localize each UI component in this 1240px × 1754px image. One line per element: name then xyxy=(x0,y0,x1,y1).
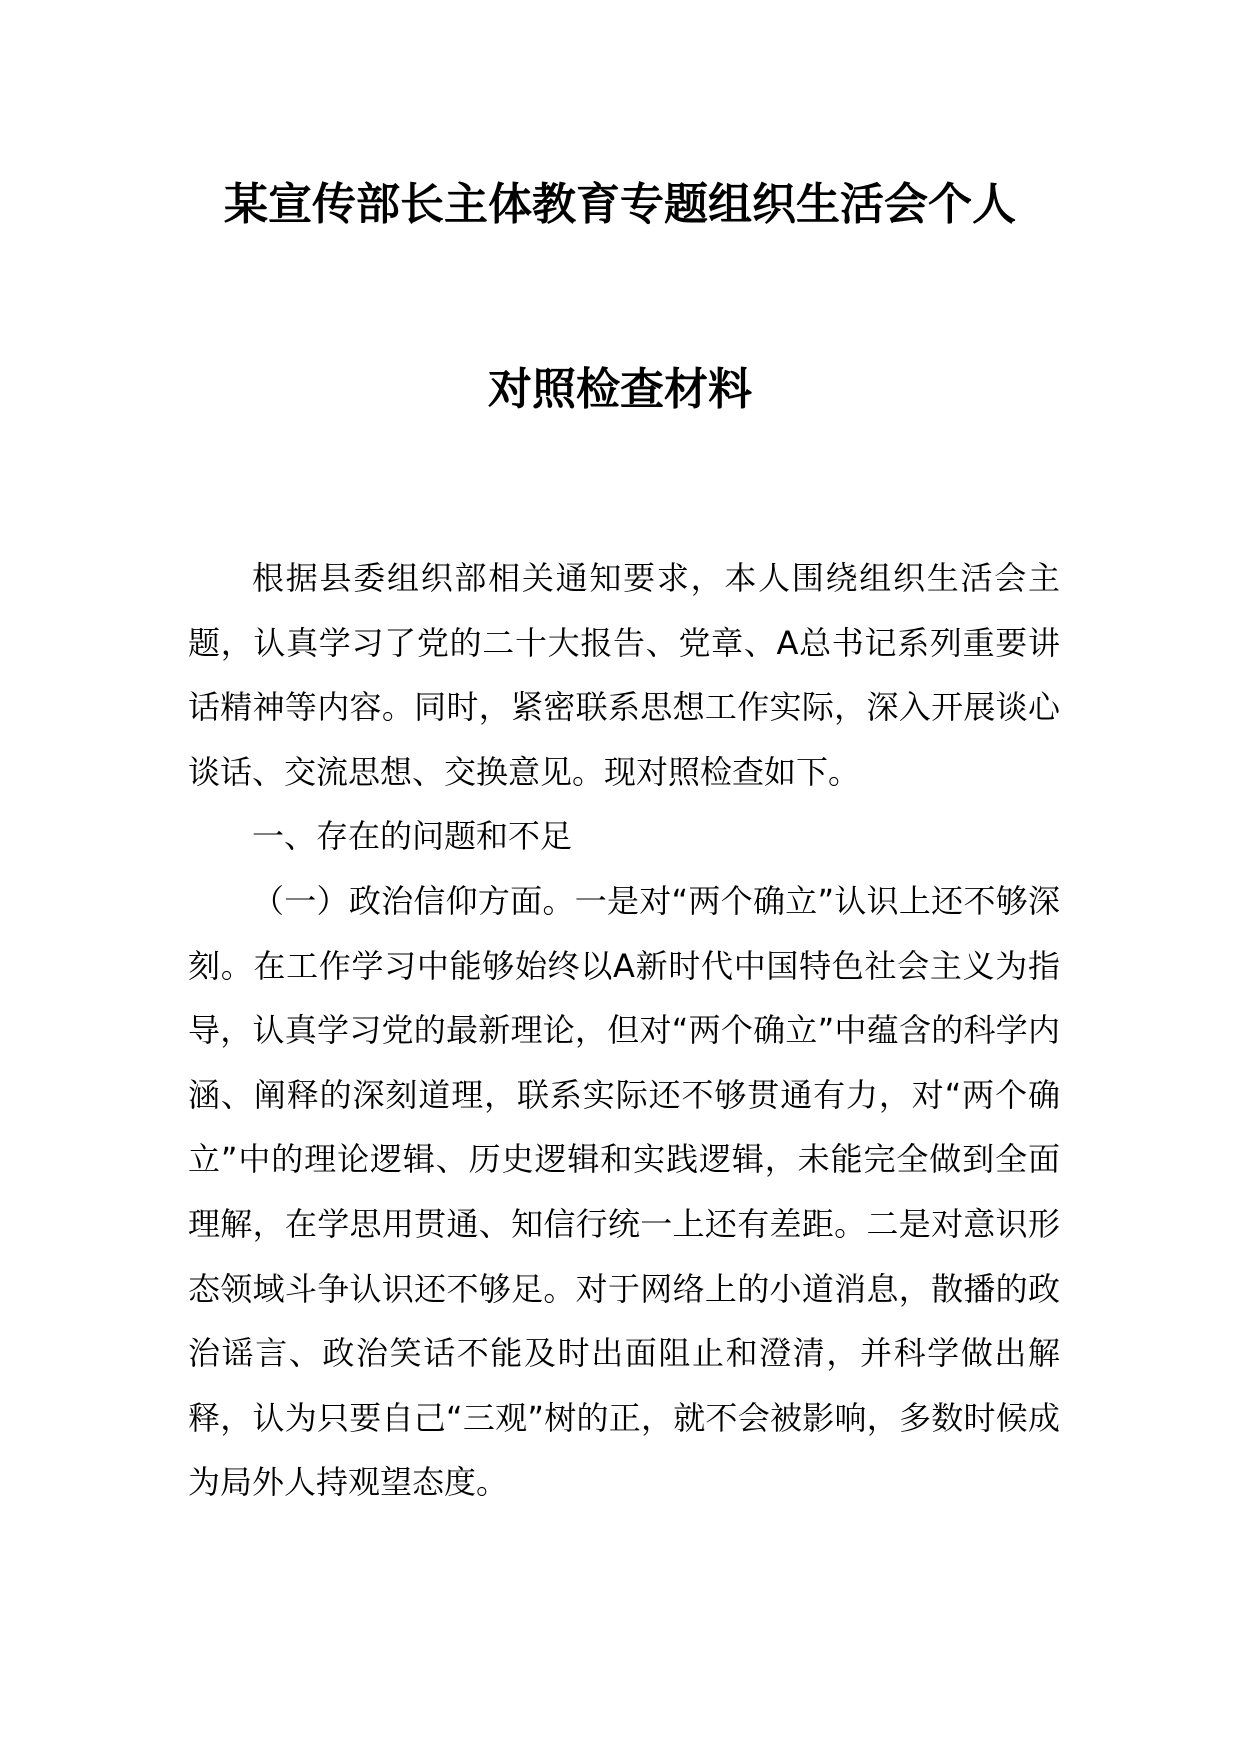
intro-paragraph: 根据县委组织部相关通知要求，本人围绕组织生活会主题，认真学习了党的二十大报告、党章、A总书记系列重要讲话精神等内容。同时，紧密联系思想工作实际，深入开展谈心谈话、交流思想、交换意见。现对照检查如下。 xyxy=(188,559,1060,791)
document-title-line-1: 某宣传部长主体教育专题组织生活会个人 xyxy=(224,179,1016,230)
political-belief-paragraph: （一）政治信仰方面。一是对“两个确立”认识上还不够深刻。在工作学习中能够始终以A新时代中国特色社会主义为指导，认真学习党的最新理论，但对“两个确立”中蕴含的科学内涵、阐释的深刻道理，联系实际还不够贯通有力，对“两个确立”中的理论逻辑、历史逻辑和实践逻辑，未能完全做到全面理解，在学思用贯通、知信行统一上还有差距。二是对意识形态领域斗争认识还不够足。对于网络上的小道消息，散播的政治谣言、政治笑话不能及时出面阻止和澄清，并科学做出解释，认为只要自己“三观”树的正，就不会被影响，多数时候成为局外人持观望态度。 xyxy=(188,881,1060,1502)
document-title-line-2: 对照检查材料 xyxy=(488,364,752,415)
document-body xyxy=(188,546,1060,1515)
section-heading: 一、存在的问题和不足 xyxy=(252,817,573,856)
